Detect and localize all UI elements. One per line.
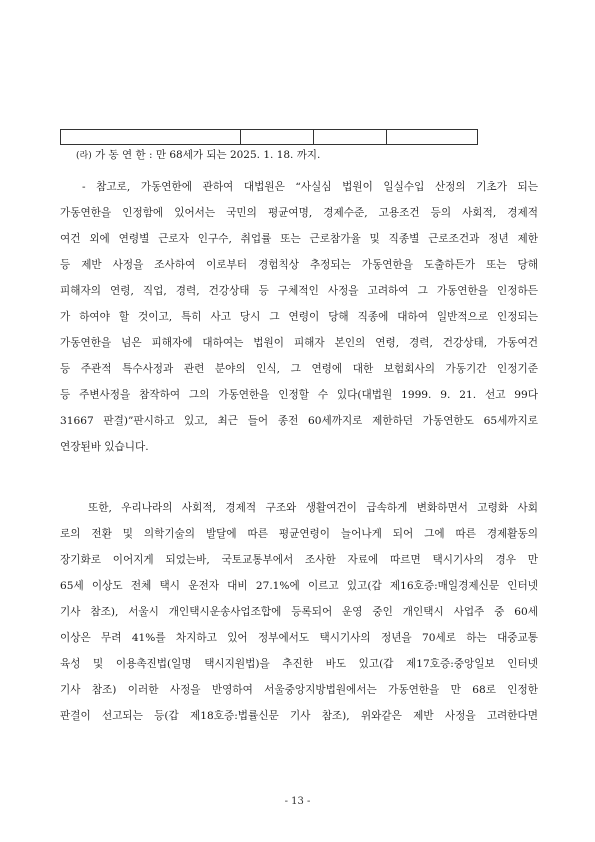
- text-line: 로의 전환 및 의학기술의 발달에 따른 평균연령이 늘어나게 되어 그에 따른 경제활동의: [60, 528, 538, 540]
- table-cell: [314, 130, 387, 144]
- text-line: 이상은 무려 41%를 차지하고 있어 정부에서도 택시기사의 정년을 70세로 하는 대중교통: [60, 632, 538, 644]
- text-line: 연장된바 있습니다.: [60, 441, 149, 453]
- item-marker: (라): [76, 151, 92, 161]
- text-line: 등 주관적 특수사정과 관련 분야의 인식, 그 연령에 대한 보험회사의 가동기간 인정기준: [60, 363, 538, 375]
- text-line: 여건 외에 연령별 근로자 인구수, 취업률 또는 근로참가율 및 직종별 근로조건과 정년 제한: [60, 233, 538, 245]
- retirement-age-item: [76, 148, 320, 163]
- text-line: - 참고로, 가동연한에 관하여 대법원은 “사실심 법원이 일실수입 산정의 기초가 되는: [82, 181, 538, 193]
- text-line: 등 제반 사정을 조사하여 이로부터 경험칙상 추정되는 가동연한을 도출하든가 또는 당해: [60, 259, 538, 271]
- text-line: 가동연한을 인정함에 있어서는 국민의 평균여명, 경제수준, 고용조건 등의 사회적, 경제적: [60, 207, 538, 219]
- text-line: 기사 참조), 서울시 개인택시운송사업조합에 등록되어 운영 중인 개인택시 사업주 중 60세: [60, 606, 538, 618]
- table-cell: [241, 130, 314, 144]
- text-line: 가 하여야 할 것이고, 특히 사고 당시 그 연령이 당해 직종에 대하여 일반적으로 인정되는: [60, 311, 538, 323]
- table-bottom-row: [60, 129, 478, 145]
- text-line: 31667 판결)”판시하고 있고, 최근 들어 종전 60세까지로 제한하던 가동연한도 65세까지로: [60, 415, 538, 427]
- text-line: 장기화로 이어지게 되었는바, 국토교통부에서 조사한 자료에 따르면 택시기사의 경우 만: [60, 554, 538, 566]
- text-line: 육성 및 이용촉진법(일명 택시지원법)을 추진한 바도 있고(갑 제17호증:중앙일보 인터넷: [60, 658, 538, 670]
- item-text: 가 동 연 한 : 만 68세가 되는 2025. 1. 18. 까지.: [95, 149, 321, 161]
- text-line: 판결이 선고되는 등(갑 제18호증:법률신문 기사 참조), 위와같은 제반 사정을 고려한다면: [60, 710, 538, 722]
- text-line: 피해자의 연령, 직업, 경력, 건강상태 등 구체적인 사정을 고려하여 그 가동연한을 인정하든: [60, 285, 538, 297]
- text-line: 65세 이상도 전체 택시 운전자 대비 27.1%에 이르고 있고(갑 제16호증:매일경제신문 인터넷: [60, 580, 538, 592]
- table-cell: [387, 130, 477, 144]
- paragraph-reference: [60, 174, 538, 460]
- text-line: 기사 참조) 이러한 사정을 반영하여 서울중앙지방법원에서는 가동연한을 만 68로 인정한: [60, 684, 538, 696]
- page-number: - 13 -: [284, 796, 311, 807]
- text-line: 또한, 우리나라의 사회적, 경제적 구조와 생활여건이 급속하게 변화하면서 고령화 사회: [88, 502, 538, 514]
- text-line: 가동연한을 넘은 피해자에 대하여는 법원이 피해자 본인의 연령, 경력, 건강상태, 가동여건: [60, 337, 538, 349]
- table-cell: [61, 130, 241, 144]
- paragraph-social-change: [60, 495, 538, 729]
- text-line: 등 주변사정을 참작하여 그의 가동연한을 인정할 수 있다(대법원 1999. 9. 21. 선고 99다: [60, 389, 538, 401]
